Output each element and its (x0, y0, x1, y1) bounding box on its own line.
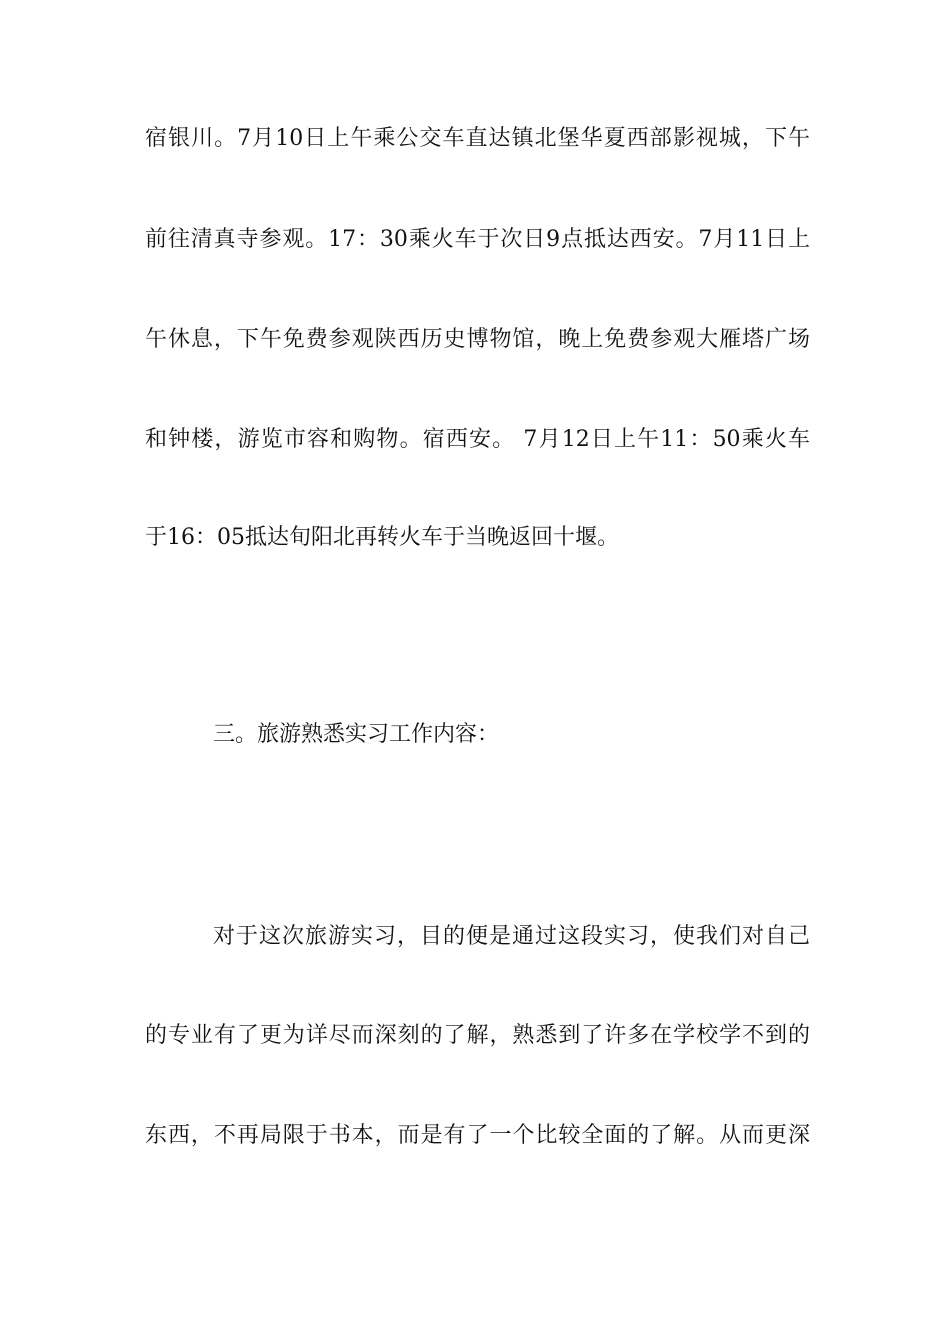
paragraph-line: 的专业有了更为详尽而深刻的了解，熟悉到了许多在学校学不到的 (145, 1023, 810, 1048)
paragraph-line: 和钟楼，游览市容和购物。宿西安。 7月12日上午11：50乘火车 (145, 427, 810, 452)
paragraph-line: 前往清真寺参观。17：30乘火车于次日9点抵达西安。7月11日上 (145, 227, 810, 252)
paragraph-line: 宿银川。7月10日上午乘公交车直达镇北堡华夏西部影视城，下午 (145, 126, 810, 151)
paragraph-line: 午休息，下午免费参观陕西历史博物馆，晚上免费参观大雁塔广场 (145, 327, 810, 352)
paragraph-line: 于16：05抵达旬阳北再转火车于当晚返回十堰。 (145, 525, 619, 550)
paragraph-line: 东西，不再局限于书本，而是有了一个比较全面的了解。从而更深 (145, 1123, 810, 1148)
section-heading: 三。旅游熟悉实习工作内容： (213, 722, 500, 747)
paragraph-line: 对于这次旅游实习，目的便是通过这段实习，使我们对自己 (213, 924, 810, 949)
